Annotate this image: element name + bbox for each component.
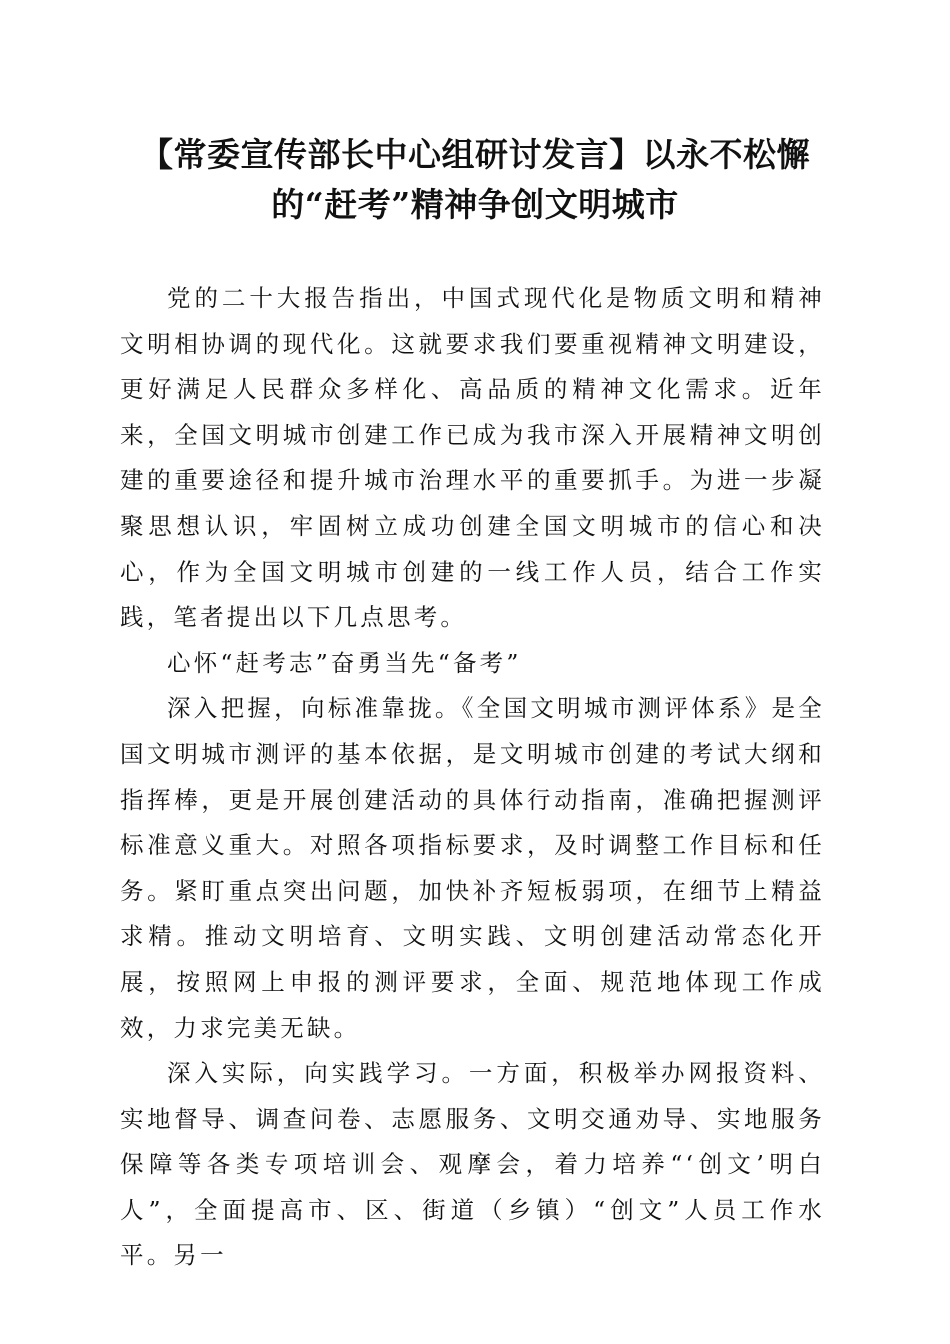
- document-title: [100, 130, 850, 230]
- paragraph-standards: 深入把握，向标准靠拢。《全国文明城市测评体系》是全国文明城市测评的基本依据，是文明城市创建的考试大纲和指挥棒，更是开展创建活动的具体行动指南，准确把握测评标准意义重大。对照各项指标要求，及时调整工作目标和任务。紧盯重点突出问题，加快补齐短板弱项，在细节上精益求精。推动文明培育、文明实践、文明创建活动常态化开展，按照网上申报的测评要求，全面、规范地体现工作成效，力求完美无缺。: [120, 694, 825, 1042]
- section-heading: 心怀“赶考志”奋勇当先“备考”: [167, 648, 522, 677]
- paragraph-practice: 深入实际，向实践学习。一方面，积极举办网报资料、实地督导、调查问卷、志愿服务、文明交通劝导、实地服务保障等各类专项培训会、观摩会，着力培养“‘创文’明白人”，全面提高市、区、街道（乡镇）“创文”人员工作水平。另一: [120, 1059, 825, 1270]
- title-line-1: 【常委宣传部长中心组研讨发言】以永不松懈: [140, 135, 810, 174]
- title-line-2: 的“赶考”精神争创文明城市: [271, 185, 679, 224]
- document-body: [120, 276, 825, 1279]
- paragraph-intro: 党的二十大报告指出，中国式现代化是物质文明和精神文明相协调的现代化。这就要求我们要重视精神文明建设，更好满足人民群众多样化、高品质的精神文化需求。近年来，全国文明城市创建工作已成为我市深入开展精神文明创建的重要途径和提升城市治理水平的重要抓手。为进一步凝聚思想认识，牢固树立成功创建全国文明城市的信心和决心，作为全国文明城市创建的一线工作人员，结合工作实践，笔者提出以下几点思考。: [120, 284, 825, 632]
